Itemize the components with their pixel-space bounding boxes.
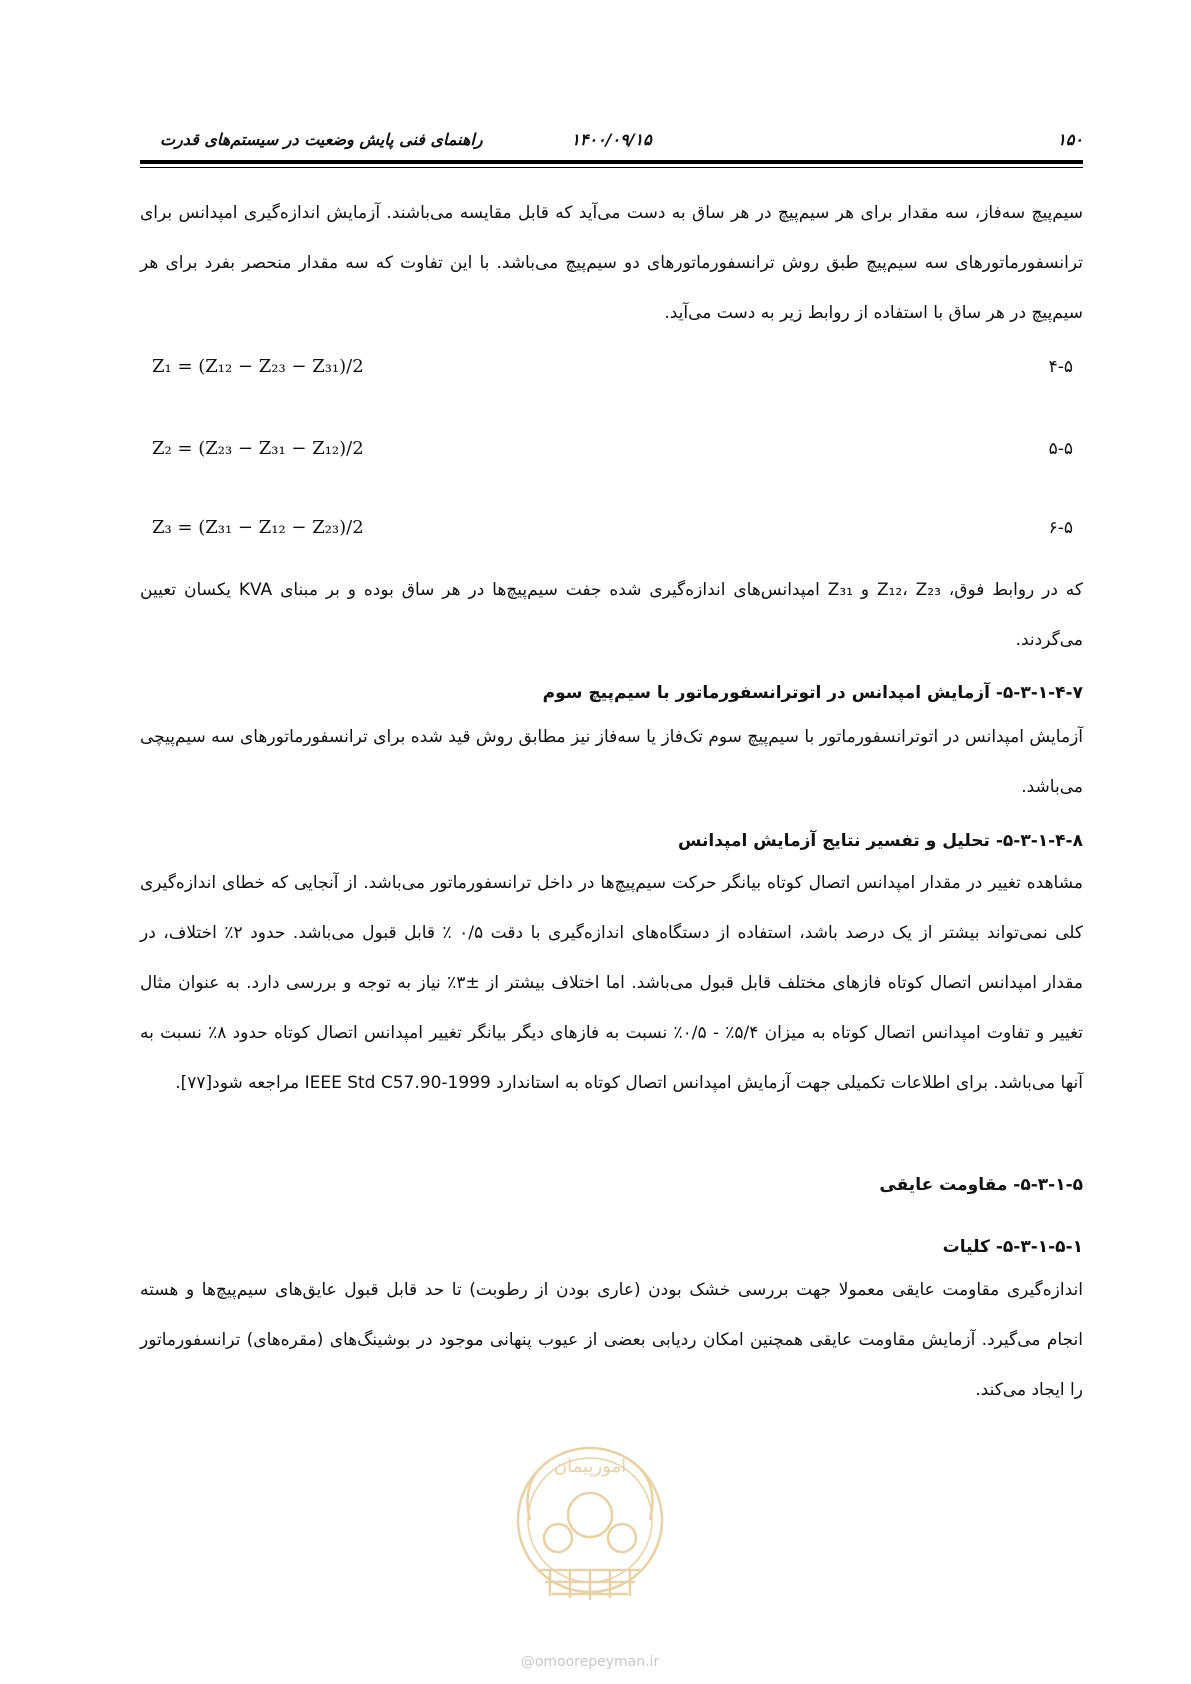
equation-formula: Z₃ = (Z₃₁ − Z₁₂ − Z₂₃)/2	[152, 517, 364, 538]
equation-formula: Z₁ = (Z₁₂ − Z₂₃ − Z₃₁)/2	[152, 356, 364, 377]
header-rule-thin	[140, 167, 1083, 168]
equation-number: ۵-۵	[1048, 439, 1073, 459]
header-rule-thick	[140, 160, 1083, 164]
section-heading-5: ۵-۳-۱-۵- مقاومت عایقی	[879, 1175, 1083, 1195]
section-7-text: آزمایش امپدانس در اتوترانسفورماتور با سیم‌پیچ سوم تک‌فاز یا سه‌فاز نیز مطابق روش قید شده برای ترانسفورماتورهای سه سیم‌پیچی می‌باشد.	[140, 727, 1083, 797]
equation-row	[140, 513, 1083, 543]
section-heading-8: ۵-۳-۱-۴-۸- تحلیل و تفسیر نتایج آزمایش امپدانس	[678, 831, 1083, 851]
page-header	[140, 128, 1083, 152]
equation-number: ۴-۵	[1048, 357, 1073, 377]
equation-formula: Z₂ = (Z₂₃ − Z₃₁ − Z₁₂)/2	[152, 438, 364, 459]
equation-row	[140, 352, 1083, 382]
watermark-url: @omoorepeyman.ir	[520, 1654, 660, 1670]
page-number: ۱۵۰	[1057, 130, 1083, 149]
intro-paragraph: سیم‌پیچ سه‌فاز، سه مقدار برای هر سیم‌پیچ در هر ساق به دست می‌آید که قابل مقایسه می‌باشند. آزمایش اندازه‌گیری امپدانس برای ترانسفورماتورهای سه سیم‌پیچ طبق روش ترانسفورماتورهای دو سیم‌پیچ می‌باشد. با این تفاوت که سه مقدار منحصر بفرد برای هر سیم‌پیچ در هر ساق با استفاده از روابط زیر به دست می‌آید.	[140, 203, 1083, 323]
header-date: ۱۴۰۰/۰۹/۱۵	[571, 130, 652, 149]
equation-explanation: که در روابط فوق، Z₁₂، Z₂₃ و Z₃₁ امپدانس‌های اندازه‌گیری شده جفت سیم‌پیچ‌ها در هر ساق بوده و بر مبنای KVA یکسان تعیین می‌گردند.	[140, 580, 1084, 650]
header-title: راهنمای فنی پایش وضعیت در سیستم‌های قدرت	[160, 130, 483, 149]
section-8-text: مشاهده تغییر در مقدار امپدانس اتصال کوتاه بیانگر حرکت سیم‌پیچ‌ها در داخل ترانسفورماتور می‌باشد. از آنجایی که خطای اندازه‌گیری کلی نمی‌تواند بیشتر از یک درصد باشد، استفاده از دستگاه‌های اندازه‌گیری با دقت ۰/۵ ٪ قابل قبول می‌باشد. حدود ۲٪ اختلاف، در مقدار امپدانس اتصال کوتاه فازهای مختلف قابل قبول می‌باشد. اما اختلاف بیشتر از ±۳٪ نیاز به توجه و بررسی دارد. به عنوان مثال تغییر و تفاوت امپدانس اتصال کوتاه به میزان ۵/۴٪ - ۰/۵٪ نسبت به فازهای دیگر بیانگر تغییر امپدانس اتصال کوتاه حدود ۸٪ نسبت به آنها می‌باشد. برای اطلاعات تکمیلی جهت آزمایش امپدانس اتصال کوتاه به استاندارد IEEE Std C57.90-1999 مراجعه شود[۷۷].	[140, 873, 1083, 1093]
watermark-seal-icon	[510, 1420, 670, 1620]
equation-row	[140, 434, 1083, 464]
section-heading-5-1: ۵-۳-۱-۵-۱- کلیات	[942, 1237, 1083, 1257]
watermark-seal-text: امورپیمان	[553, 1456, 627, 1477]
section-heading-7: ۵-۳-۱-۴-۷- آزمایش امپدانس در اتوترانسفورماتور با سیم‌پیچ سوم	[542, 683, 1083, 703]
equation-number: ۶-۵	[1048, 518, 1073, 538]
section-5-1-text: اندازه‌گیری مقاومت عایقی معمولا جهت بررسی خشک بودن (عاری بودن از رطوبت) تا حد قابل قبول عایق‌های سیم‌پیچ‌ها و هسته انجام می‌گیرد. آزمایش مقاومت عایقی همچنین امکان ردیابی بعضی از عیوب پنهانی موجود در بوشینگ‌های (مقره‌های) ترانسفورماتور را ایجاد می‌کند.	[140, 1280, 1083, 1400]
